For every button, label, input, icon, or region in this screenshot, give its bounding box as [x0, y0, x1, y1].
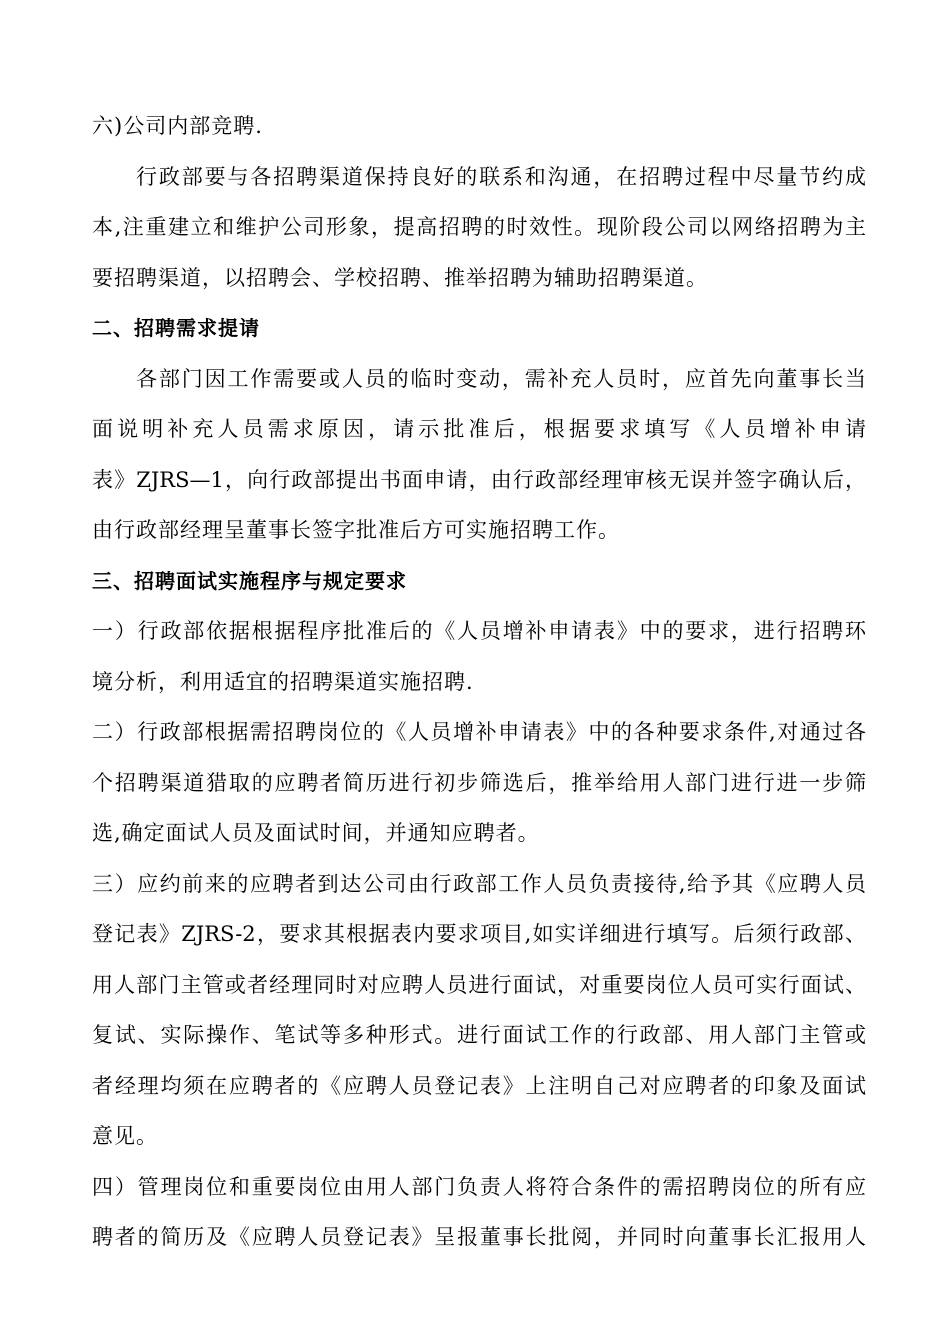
paragraph-line: 者经理均须在应聘者的《应聘人员登记表》上注明自己对应聘者的印象及面试 [92, 1074, 866, 1098]
list-item-internal-competition: 六)公司内部竞聘. [92, 114, 263, 138]
paragraph-line: 境分析，利用适宜的招聘渠道实施招聘. [92, 670, 474, 694]
paragraph-line: 面说明补充人员需求原因，请示批准后，根据要求填写《人员增补申请 [92, 417, 866, 441]
paragraph-line: 表》ZJRS—1，向行政部提出书面申请，由行政部经理审核无误并签字确认后， [92, 468, 866, 492]
paragraph-line: 二）行政部根据需招聘岗位的《人员增补申请表》中的各种要求条件,对通过各 [92, 720, 866, 744]
paragraph-line: 一）行政部依据根据程序批准后的《人员增补申请表》中的要求，进行招聘环 [92, 619, 866, 643]
section-heading-recruitment-request: 二、招聘需求提请 [92, 316, 260, 340]
paragraph-line: 四）管理岗位和重要岗位由用人部门负责人将符合条件的需招聘岗位的所有应 [92, 1175, 866, 1199]
paragraph-line: 聘者的简历及《应聘人员登记表》呈报董事长批阅，并同时向董事长汇报用人 [92, 1225, 866, 1249]
paragraph-line: 本,注重建立和维护公司形象，提高招聘的时效性。现阶段公司以网络招聘为主 [92, 215, 866, 239]
paragraph-line: 选,确定面试人员及面试时间，并通知应聘者。 [92, 821, 540, 845]
paragraph-line: 由行政部经理呈董事长签字批准后方可实施招聘工作。 [92, 518, 620, 542]
paragraph-line: 三）应约前来的应聘者到达公司由行政部工作人员负责接待,给予其《应聘人员 [92, 872, 866, 896]
paragraph-line: 用人部门主管或者经理同时对应聘人员进行面试，对重要岗位人员可实行面试、 [92, 973, 866, 997]
paragraph-line: 个招聘渠道猎取的应聘者简历进行初步筛选后，推举给用人部门进行进一步筛 [92, 771, 866, 795]
section-heading-interview-procedure: 三、招聘面试实施程序与规定要求 [92, 569, 407, 593]
paragraph-line: 行政部要与各招聘渠道保持良好的联系和沟通，在招聘过程中尽量节约成 [136, 165, 866, 189]
paragraph-line: 复试、实际操作、笔试等多种形式。进行面试工作的行政部、用人部门主管或 [92, 1023, 866, 1047]
paragraph-line: 登记表》ZJRS-2，要求其根据表内要求项目,如实详细进行填写。后须行政部、 [92, 922, 866, 946]
paragraph-line: 各部门因工作需要或人员的临时变动，需补充人员时，应首先向董事长当 [136, 367, 866, 391]
paragraph-line: 要招聘渠道，以招聘会、学校招聘、推举招聘为辅助招聘渠道。 [92, 266, 708, 290]
paragraph-line: 意见。 [92, 1124, 158, 1148]
